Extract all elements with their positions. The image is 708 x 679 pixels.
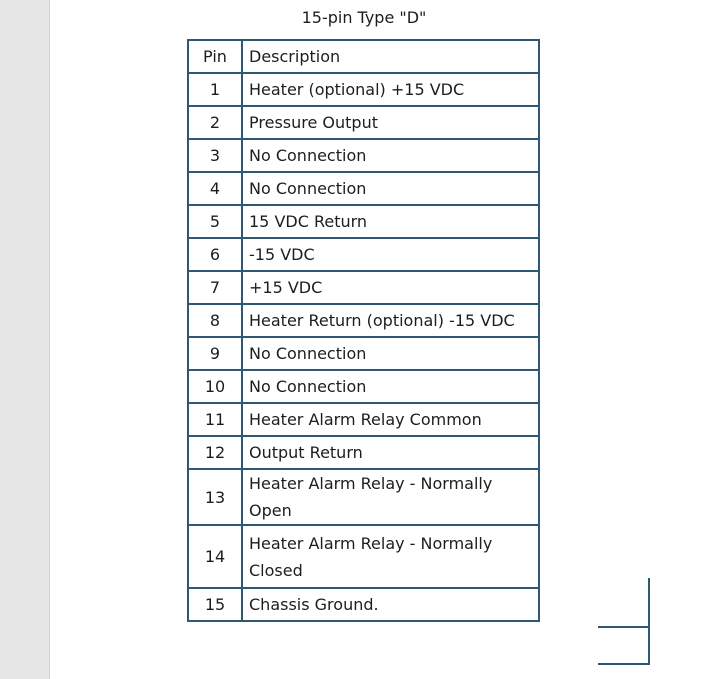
pinout-table: [187, 39, 540, 622]
pin-number: 3: [188, 139, 242, 172]
table-row: [188, 588, 539, 621]
pin-description: Chassis Ground.: [242, 588, 539, 621]
table-row: [188, 370, 539, 403]
table-title: 15-pin Type "D": [301, 8, 427, 27]
table-row: [188, 304, 539, 337]
pin-number: 9: [188, 337, 242, 370]
pin-description: Heater Alarm Relay - Normally Open: [242, 469, 539, 525]
table-row: [188, 73, 539, 106]
pin-number: 4: [188, 172, 242, 205]
pin-description: +15 VDC: [242, 271, 539, 304]
pin-description: No Connection: [242, 172, 539, 205]
table-header-row: [188, 40, 539, 73]
adjacent-table-border-horizontal: [598, 663, 650, 665]
table-row: [188, 238, 539, 271]
pin-description: No Connection: [242, 370, 539, 403]
table-row: [188, 205, 539, 238]
table-row: [188, 403, 539, 436]
adjacent-table-border-horizontal: [598, 626, 650, 628]
left-gutter: [0, 0, 50, 679]
pin-number: 1: [188, 73, 242, 106]
pin-number: 15: [188, 588, 242, 621]
table-row: [188, 139, 539, 172]
table-row: [188, 436, 539, 469]
header-pin: Pin: [188, 40, 242, 73]
pin-number: 2: [188, 106, 242, 139]
table-row: [188, 469, 539, 525]
pin-number: 8: [188, 304, 242, 337]
pin-description: -15 VDC: [242, 238, 539, 271]
pin-number: 6: [188, 238, 242, 271]
pin-description: Heater Return (optional) -15 VDC: [242, 304, 539, 337]
table-row: [188, 271, 539, 304]
pin-description: 15 VDC Return: [242, 205, 539, 238]
pin-description: Heater Alarm Relay - Normally Closed: [242, 525, 539, 588]
adjacent-table-border-vertical: [648, 578, 650, 665]
pin-description: Heater Alarm Relay Common: [242, 403, 539, 436]
table-row: [188, 525, 539, 588]
pin-description: No Connection: [242, 139, 539, 172]
pin-number: 5: [188, 205, 242, 238]
pin-number: 13: [188, 469, 242, 525]
table-row: [188, 172, 539, 205]
pin-description: Output Return: [242, 436, 539, 469]
pin-number: 7: [188, 271, 242, 304]
pin-number: 11: [188, 403, 242, 436]
table-row: [188, 106, 539, 139]
pin-number: 10: [188, 370, 242, 403]
pin-description: No Connection: [242, 337, 539, 370]
table-row: [188, 337, 539, 370]
pin-description: Pressure Output: [242, 106, 539, 139]
pin-number: 14: [188, 525, 242, 588]
pin-description: Heater (optional) +15 VDC: [242, 73, 539, 106]
header-description: Description: [242, 40, 539, 73]
pin-number: 12: [188, 436, 242, 469]
